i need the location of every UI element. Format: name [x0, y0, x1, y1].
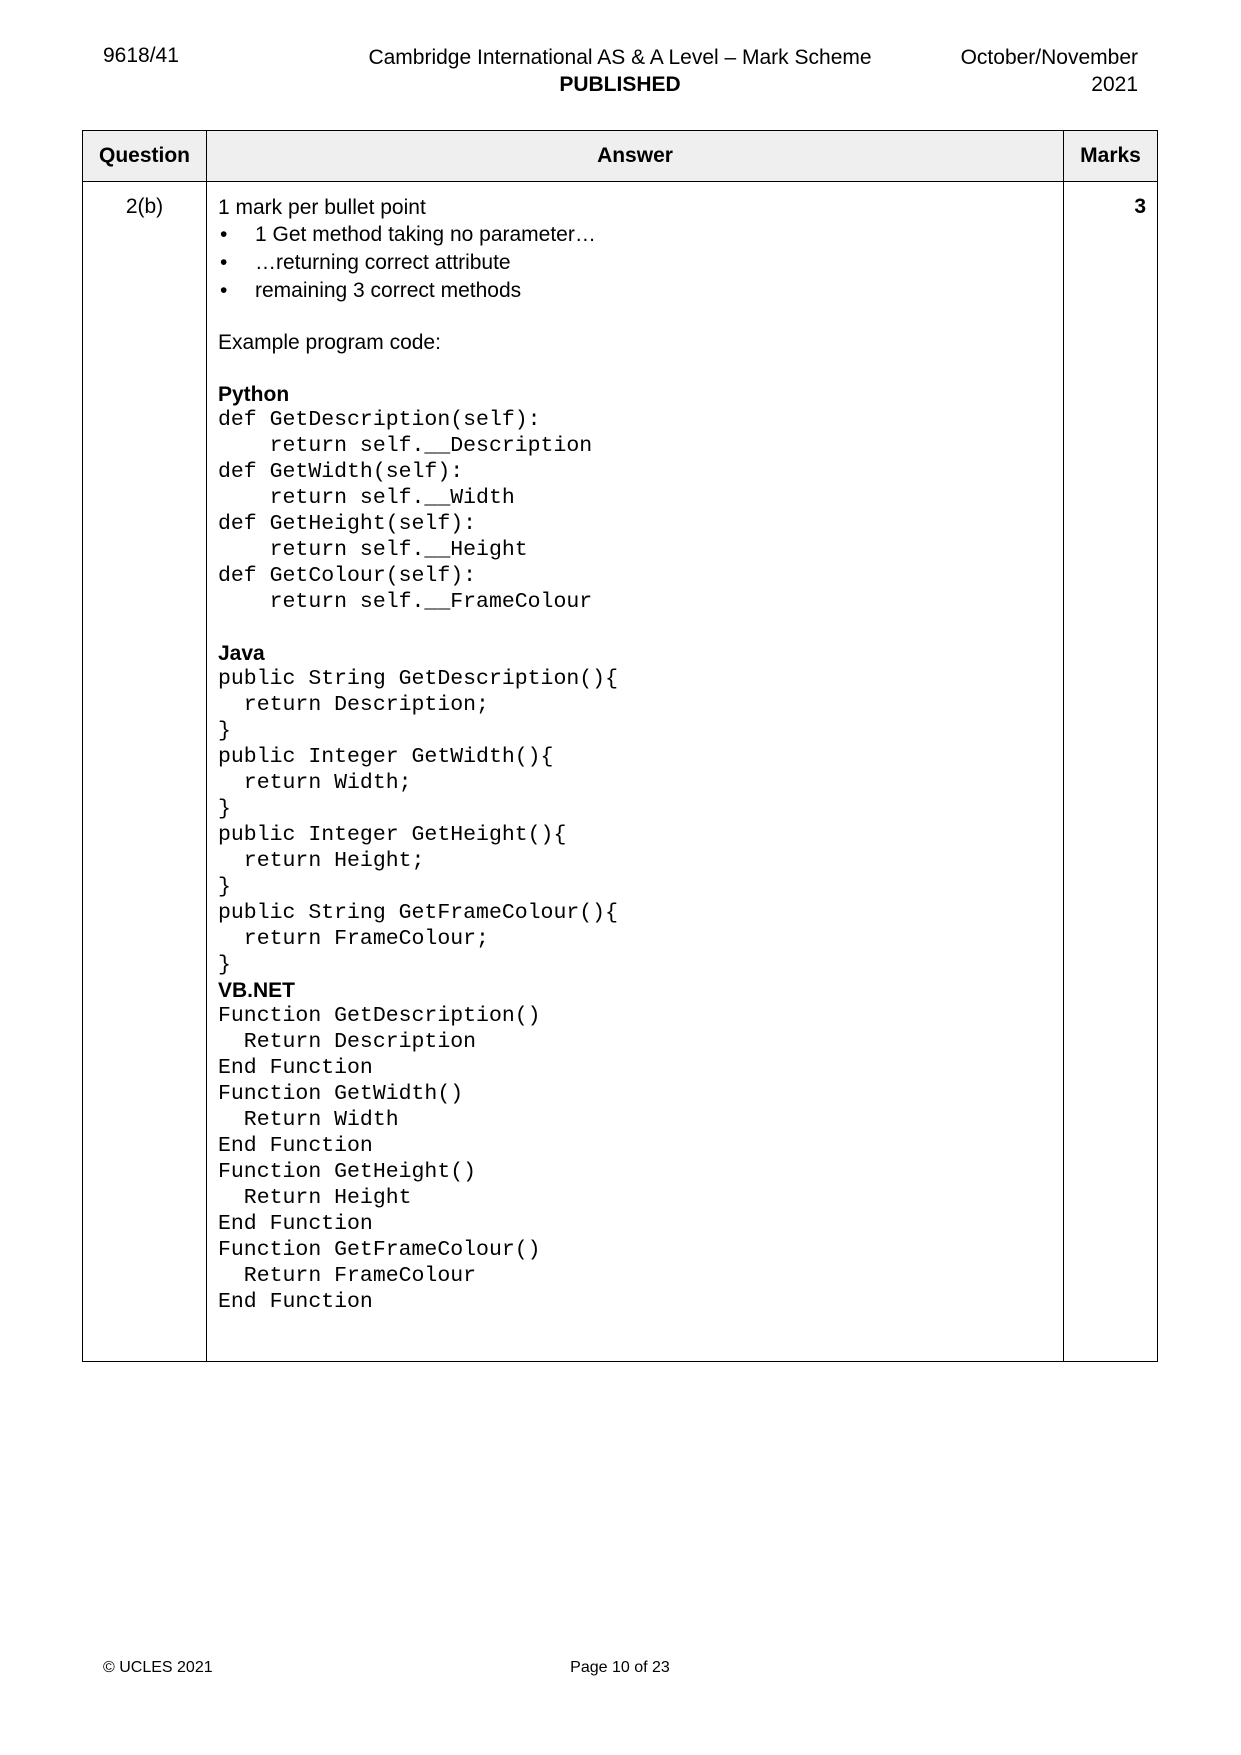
vbnet-code: Function GetDescription() Return Description End Function Function GetWidth() Return Width End Function Function GetHeight() Return Height End Function Function GetFrameColour() Return FrameColour End Function [218, 1004, 541, 1314]
page-number: Page 10 of 23 [570, 1659, 670, 1676]
list-item: • …returning correct attribute [218, 249, 1053, 277]
python-code: def GetDescription(self): return self.__Description def GetWidth(self): return self.__Width def GetHeight(self): return self.__Height def GetColour(self): return self.__FrameColour [218, 408, 593, 614]
answer-column-header: Answer [207, 131, 1064, 182]
exam-session [920, 44, 1138, 98]
marking-intro: 1 mark per bullet point [218, 196, 426, 219]
question-number: 2(b) [83, 182, 207, 1362]
table-row [83, 182, 1158, 1362]
paper-code: 9618/41 [103, 44, 179, 67]
session-year: 2021 [1091, 73, 1138, 96]
mark-scheme-table [82, 130, 1158, 1362]
java-heading: Java [218, 642, 265, 665]
java-code: public String GetDescription(){ return Description; } public Integer GetWidth(){ return Width; } public Integer GetHeight(){ return Height; } public String GetFrameColour(){ return FrameColour; } [218, 667, 618, 977]
question-column-header: Question [83, 131, 207, 182]
example-label: Example program code: [218, 331, 441, 354]
marks-value: 3 [1064, 182, 1158, 1362]
list-item: • remaining 3 correct methods [218, 277, 1053, 305]
marks-column-header: Marks [1064, 131, 1158, 182]
vbnet-heading: VB.NET [218, 979, 296, 1002]
answer-cell [207, 182, 1064, 1362]
title-text: Cambridge International AS & A Level – Mark Scheme [368, 46, 872, 69]
document-title [330, 44, 910, 98]
table-header-row [83, 131, 1158, 182]
session-months: October/November [960, 46, 1138, 69]
marking-points [218, 221, 1053, 305]
published-label: PUBLISHED [559, 73, 681, 96]
python-heading: Python [218, 383, 290, 406]
list-item: • 1 Get method taking no parameter… [218, 221, 1053, 249]
copyright-notice: © UCLES 2021 [103, 1659, 213, 1676]
